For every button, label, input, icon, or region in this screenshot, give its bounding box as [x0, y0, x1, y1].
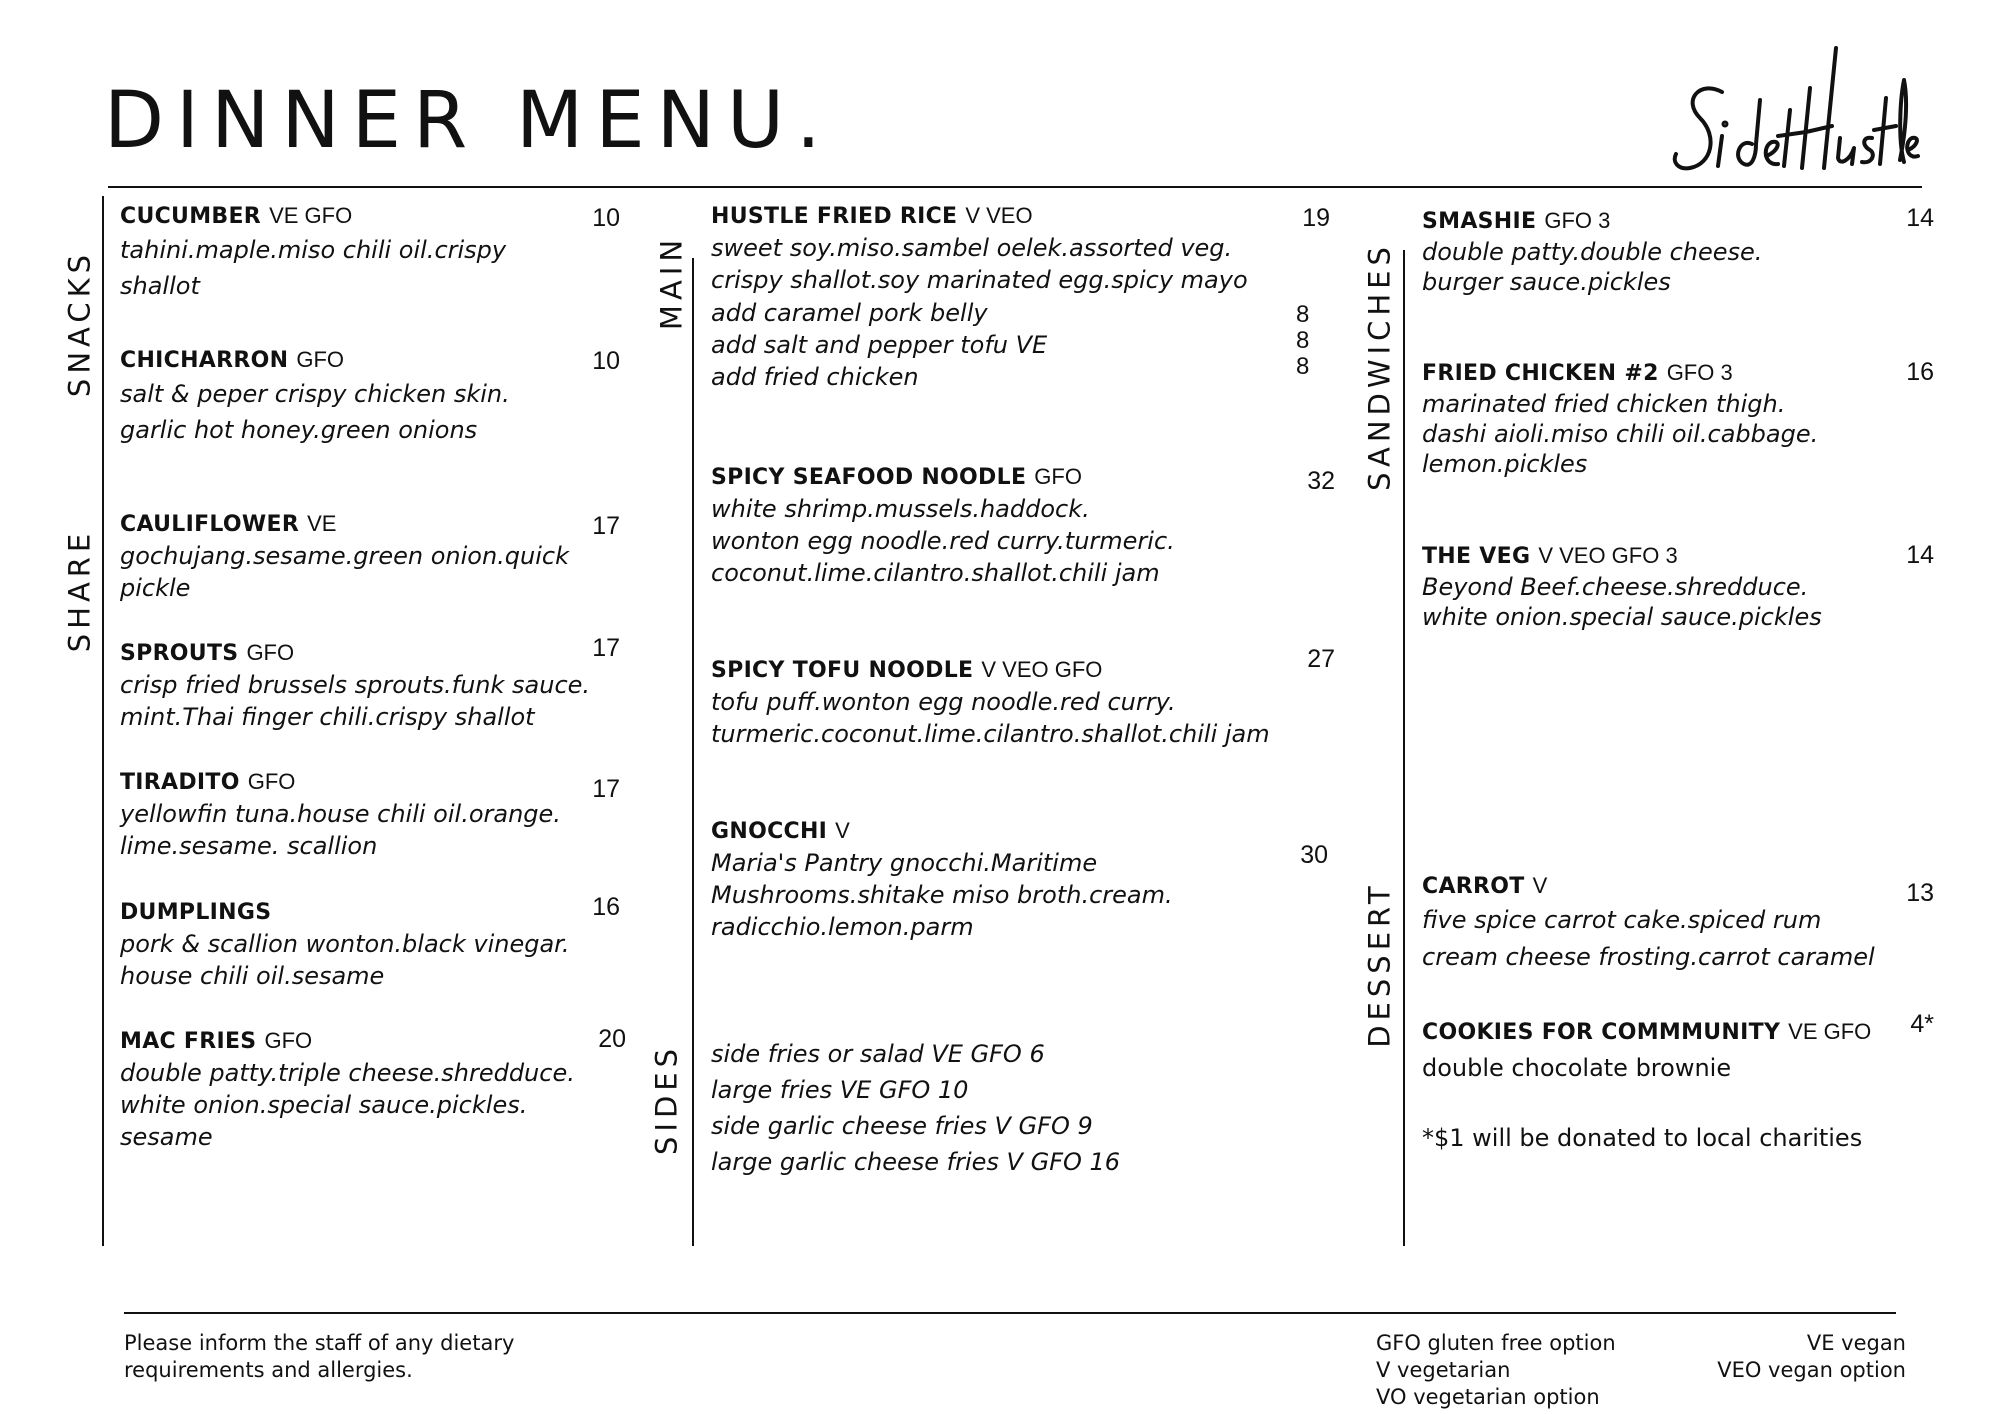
item-desc-line: yellowfin tuna.house chili oil.orange. [120, 800, 561, 828]
addon-list [711, 297, 1047, 393]
page-title: DINNER MENU. [104, 76, 833, 166]
item-desc-line: sweet soy.miso.sambel oelek.assorted veg. [711, 234, 1233, 262]
addon-price: 8 [1296, 327, 1310, 354]
item-price: 14 [1906, 541, 1934, 569]
legend-line: VO vegetarian option [1376, 1385, 1600, 1409]
sides-list [711, 1036, 1120, 1180]
item-name: FRIED CHICKEN #2 [1422, 361, 1659, 386]
side-item: large fries VE GFO 10 [711, 1076, 969, 1104]
item-tags: V VEO [965, 203, 1033, 228]
item-name: GNOCCHI [711, 819, 828, 844]
addon-item: add fried chicken [711, 363, 919, 391]
item-name: DUMPLINGS [120, 900, 272, 925]
item-desc-line: crispy shallot.soy marinated egg.spicy mayo [711, 266, 1248, 294]
item-name: SPICY SEAFOOD NOODLE [711, 465, 1027, 490]
item-desc-line: garlic hot honey.green onions [120, 416, 478, 444]
item-desc-line: pickle [120, 574, 191, 602]
item-name: HUSTLE FRIED RICE [711, 204, 958, 229]
item-desc-line: wonton egg noodle.red curry.turmeric. [711, 527, 1175, 555]
item-desc-line: burger sauce.pickles [1422, 268, 1671, 296]
footer-rule [124, 1312, 1896, 1314]
side-item: large garlic cheese fries V GFO 16 [711, 1148, 1121, 1176]
section-label-sandwiches: SANDWICHES [1362, 242, 1397, 491]
item-desc-line: white onion.special sauce.pickles. [120, 1091, 528, 1119]
item-tags: V VEO GFO [981, 657, 1103, 682]
item-tags: V [835, 818, 850, 843]
item-desc-line: radicchio.lemon.parm [711, 913, 974, 941]
item-name: CUCUMBER [120, 204, 262, 229]
section-label-main: MAIN [654, 234, 689, 331]
addon-price: 8 [1296, 353, 1310, 380]
item-tags: V [1532, 873, 1548, 898]
item-desc-line: lime.sesame. scallion [120, 832, 378, 860]
item-desc-line: crisp fried brussels sprouts.funk sauce. [120, 671, 591, 699]
side-item: side garlic cheese fries V GFO 9 [711, 1112, 1093, 1140]
menu-item-spicy-seafood-noodle [711, 461, 1351, 589]
legend-line: GFO gluten free option [1376, 1331, 1616, 1355]
item-price: 17 [592, 634, 620, 662]
item-desc-line: shallot [120, 272, 200, 300]
donation-note: *$1 will be donated to local charities [1422, 1124, 1863, 1152]
notice-line: requirements and allergies. [124, 1358, 413, 1382]
item-desc-line: Beyond Beef.cheese.shredduce. [1422, 573, 1809, 601]
item-price: 30 [1300, 841, 1328, 869]
item-desc-line: white onion.special sauce.pickles [1422, 603, 1822, 631]
notice-line: Please inform the staff of any dietary [124, 1331, 515, 1355]
addon-item: add caramel pork belly [711, 299, 988, 327]
column-rule-1 [102, 196, 104, 1246]
item-desc-line: five spice carrot cake.spiced rum [1422, 906, 1822, 934]
item-name: CAULIFLOWER [120, 512, 300, 537]
item-desc-line: marinated fried chicken thigh. [1422, 390, 1786, 418]
dietary-legend-left [1376, 1330, 1616, 1411]
allergy-notice [124, 1330, 514, 1384]
item-tags: VE [307, 511, 337, 536]
addon-item: add salt and pepper tofu VE [711, 331, 1048, 359]
item-name: CARROT [1422, 874, 1525, 899]
item-desc-line: Maria's Pantry gnocchi.Maritime [711, 849, 1098, 877]
item-price: 16 [592, 893, 620, 921]
item-price: 13 [1906, 879, 1934, 907]
item-price: 19 [1302, 204, 1330, 232]
item-tags: GFO 3 [1666, 360, 1733, 385]
legend-line: VE vegan [1806, 1331, 1906, 1355]
item-tags: GFO [264, 1028, 313, 1053]
section-label-sides: SIDES [649, 1043, 684, 1156]
item-tags: V VEO GFO 3 [1538, 543, 1678, 568]
item-desc-line: gochujang.sesame.green onion.quick [120, 542, 570, 570]
item-desc-line: salt & peper crispy chicken skin. [120, 380, 510, 408]
menu-item-hustle-fried-rice [711, 200, 1351, 296]
item-name: MAC FRIES [120, 1029, 257, 1054]
item-price: 17 [592, 775, 620, 803]
item-desc-line: Mushrooms.shitake miso broth.cream. [711, 881, 1173, 909]
item-price: 32 [1307, 467, 1335, 495]
item-tags: VE GFO [269, 203, 353, 228]
item-desc-line: house chili oil.sesame [120, 962, 385, 990]
legend-line: VEO vegan option [1717, 1358, 1906, 1382]
item-tags: GFO 3 [1544, 208, 1611, 233]
item-price: 20 [598, 1025, 626, 1053]
addon-price: 8 [1296, 301, 1310, 328]
item-tags: GFO [1034, 464, 1082, 489]
item-price: 10 [592, 204, 620, 232]
legend-line: V vegetarian [1376, 1358, 1511, 1382]
column-rule-2 [692, 258, 694, 1246]
item-name: TIRADITO [120, 770, 240, 795]
item-desc-line: tahini.maple.miso chili oil.crispy [120, 236, 507, 264]
item-price: 14 [1906, 204, 1934, 232]
item-name: SPICY TOFU NOODLE [711, 658, 974, 683]
item-name: CHICHARRON [120, 348, 289, 373]
item-price: 16 [1906, 358, 1934, 386]
item-desc-line: coconut.lime.cilantro.shallot.chili jam [711, 559, 1160, 587]
item-tags: GFO [247, 769, 296, 794]
item-price: 4* [1910, 1010, 1934, 1038]
item-tags: GFO [246, 640, 295, 665]
item-desc-line: tofu puff.wonton egg noodle.red curry. [711, 688, 1176, 716]
item-price: 17 [592, 512, 620, 540]
section-label-snacks: SNACKS [62, 249, 97, 398]
item-desc-line: lemon.pickles [1422, 450, 1588, 478]
item-tags: GFO [296, 347, 344, 372]
section-label-share: SHARE [62, 528, 97, 653]
side-item: side fries or salad VE GFO 6 [711, 1040, 1045, 1068]
item-name: SPROUTS [120, 641, 239, 666]
item-desc-line: dashi aioli.miso chili oil.cabbage. [1422, 420, 1819, 448]
item-desc-line: cream cheese frosting.carrot caramel [1422, 943, 1875, 971]
item-name: COOKIES FOR COMMMUNITY [1422, 1020, 1781, 1045]
item-price: 10 [592, 347, 620, 375]
menu-item-gnocchi [711, 815, 1351, 943]
side-hustle-logo [1660, 40, 1920, 190]
item-desc-line: pork & scallion wonton.black vinegar. [120, 930, 570, 958]
column-rule-3 [1403, 250, 1405, 1246]
item-name: SMASHIE [1422, 209, 1537, 234]
item-desc-line: double chocolate brownie [1422, 1054, 1732, 1082]
item-desc-line: mint.Thai finger chili.crispy shallot [120, 703, 535, 731]
menu-item-spicy-tofu-noodle [711, 654, 1371, 750]
addon-prices [1296, 302, 1309, 380]
section-label-dessert: DESSERT [1362, 881, 1397, 1048]
item-desc-line: sesame [120, 1123, 213, 1151]
item-desc-line: double patty.double cheese. [1422, 238, 1763, 266]
item-tags: VE GFO [1788, 1019, 1872, 1044]
item-desc-line: double patty.triple cheese.shredduce. [120, 1059, 575, 1087]
item-name: THE VEG [1422, 544, 1531, 569]
item-desc-line: white shrimp.mussels.haddock. [711, 495, 1090, 523]
item-desc-line: turmeric.coconut.lime.cilantro.shallot.chili jam [711, 720, 1270, 748]
dietary-legend-right [1660, 1330, 1906, 1384]
header-rule [108, 186, 1922, 188]
item-price: 27 [1307, 645, 1335, 673]
